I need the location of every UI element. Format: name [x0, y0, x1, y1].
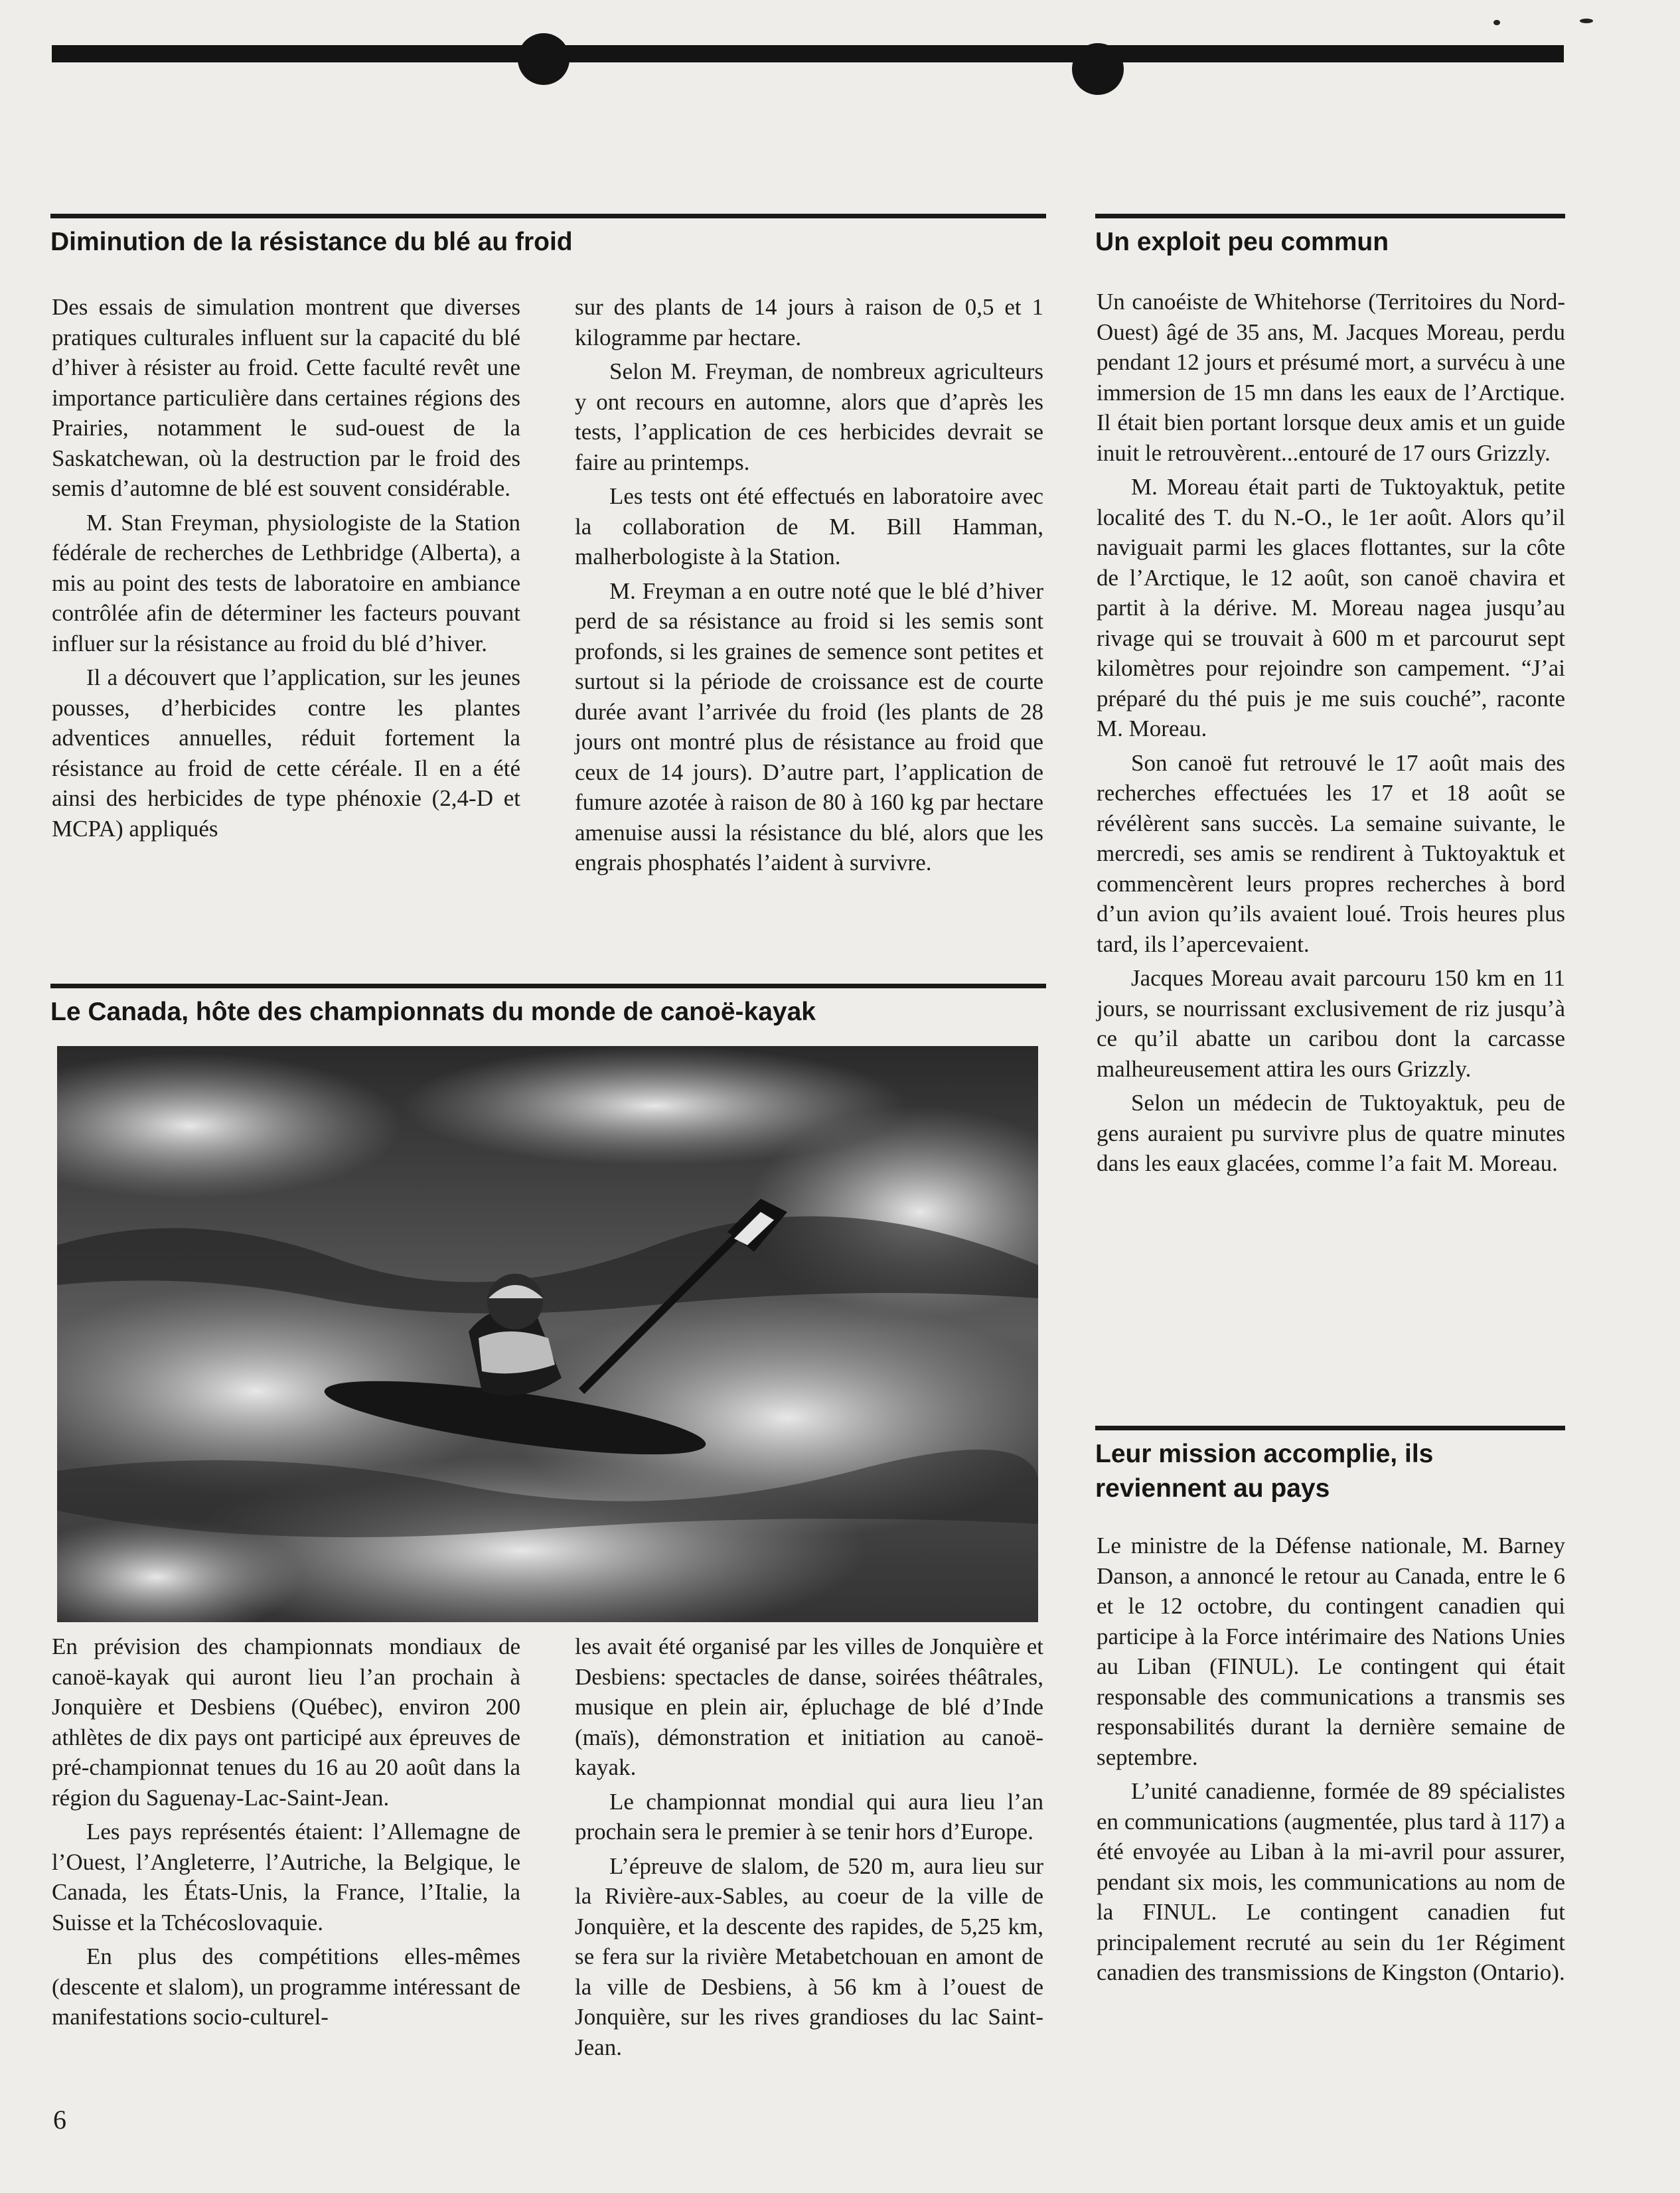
kayak-photo	[57, 1046, 1038, 1622]
header-rule	[52, 45, 1564, 62]
print-speck	[1493, 20, 1500, 25]
article-title: Le Canada, hôte des championnats du monde de canoë-kayak	[50, 998, 816, 1026]
article-rule	[50, 214, 1046, 218]
article-ble-column-1	[52, 292, 520, 848]
paragraph: sur des plants de 14 jours à raison de 0,5 et 1 kilogramme par hectare.	[575, 294, 1043, 350]
paragraph: En plus des compétitions elles-mêmes (descente et slalom), un programme intéressant de manifestations socio-culturel-	[52, 1943, 520, 2030]
page-number: 6	[53, 2105, 66, 2135]
article-ble	[50, 214, 1046, 260]
paragraph: En prévision des championnats mondiaux de canoë-kayak qui auront lieu l’an prochain à Jonquière et Desbiens (Québec), environ 200 athlètes de dix pays ont participé aux épreuves de pré-championnat tenues du 16 au 20 août dans la région du Saguenay-Lac-Saint-Jean.	[52, 1633, 520, 1811]
paragraph: Le ministre de la Défense nationale, M. Barney Danson, a annoncé le retour au Canada, entre le 6 et le 12 octobre, du contingent canadien qui participe à la Force intérimaire des Nations Unies au Liban (FINUL). Le contingent qui était responsable des communications a transmis ses responsabilités durant la dernière semaine de septembre.	[1097, 1533, 1565, 1770]
paragraph: Selon un médecin de Tuktoyaktuk, peu de gens auraient pu survivre plus de quatre minutes dans les eaux glacées, comme l’a fait M. Moreau.	[1097, 1090, 1565, 1176]
article-rule	[1095, 214, 1565, 218]
article-exploit	[1095, 214, 1565, 260]
header-dot	[518, 33, 570, 85]
kayak-photo-illustration	[57, 1046, 1038, 1622]
article-title: Un exploit peu commun	[1095, 228, 1389, 256]
article-rule	[1095, 1426, 1565, 1430]
paragraph: Des essais de simulation montrent que diverses pratiques culturales influent sur la capacité du blé d’hiver à résister au froid. Cette faculté revêt une importance particulière dans certaines régions des Prairies, notamment le sud-ouest de la Saskatchewan, où la destruction par le froid des semis d’automne de blé est souvent considérable.	[52, 294, 520, 501]
article-ble-column-2	[575, 292, 1043, 882]
article-mission	[1095, 1426, 1565, 1506]
article-canoe-column-2	[575, 1631, 1043, 2066]
print-speck	[1580, 19, 1593, 23]
article-exploit-body	[1097, 287, 1565, 1183]
paragraph: les avait été organisé par les villes de Jonquière et Desbiens: spectacles de danse, soirées théâtrales, musique en plein air, épluchage de blé d’Inde (maïs), démonstration et initiation au canoë-kayak.	[575, 1633, 1043, 1780]
paragraph: L’épreuve de slalom, de 520 m, aura lieu sur la Rivière-aux-Sables, au coeur de la ville de Jonquière, et la descente des rapides, de 5,25 km, se fera sur la rivière Metabetchouan en amont de la ville de Desbiens, à 56 km à l’ouest de Jonquière, sur les rives grandioses du lac Saint-Jean.	[575, 1853, 1043, 2060]
paragraph: M. Freyman a en outre noté que le blé d’hiver perd de sa résistance au froid si les semis sont profonds, si les graines de semence sont petites et surtout si la période de croissance est de courte durée avant l’arrivée du froid (les plants de 28 jours ont montré plus de résistance au froid que ceux de 14 jours). D’autre part, l’application de fumure azotée à raison de 80 à 160 kg par hectare amenuise aussi la résistance du blé, alors que les engrais phosphatés l’aident à survivre.	[575, 577, 1043, 875]
article-canoe-column-1	[52, 1631, 520, 2036]
header-dot	[1072, 43, 1124, 95]
paragraph: Jacques Moreau avait parcouru 150 km en 11 jours, se nourrissant exclusivement de riz jusqu’à ce qu’il abatte un caribou dont la carcasse malheureusement attira les ours Grizzly.	[1097, 965, 1565, 1082]
article-canoe	[50, 984, 1046, 1029]
article-rule	[50, 984, 1046, 988]
paragraph: Les tests ont été effectués en laboratoire avec la collaboration de M. Bill Hamman, malherbologiste à la Station.	[575, 483, 1043, 569]
paragraph: Son canoë fut retrouvé le 17 août mais des recherches effectuées les 17 et 18 août se révélèrent sans succès. La semaine suivante, le mercredi, ses amis se rendirent à Tuktoyaktuk et commencèrent leurs propres recherches à bord d’un avion qu’ils avaient loué. Trois heures plus tard, ils l’apercevaient.	[1097, 749, 1565, 957]
paragraph: Selon M. Freyman, de nombreux agriculteurs y ont recours en automne, alors que d’après les tests, l’application de ces herbicides devrait se faire au printemps.	[575, 358, 1043, 475]
article-mission-body	[1097, 1531, 1565, 1992]
article-title: Leur mission accomplie, ils reviennent au pays	[1095, 1440, 1434, 1503]
paragraph: M. Stan Freyman, physiologiste de la Station fédérale de recherches de Lethbridge (Alberta), a mis au point des tests de laboratoire en ambiance contrôlée afin de déterminer les facteurs pouvant influer sur la résistance au froid du blé d’hiver.	[52, 509, 520, 656]
article-title: Diminution de la résistance du blé au froid	[50, 228, 573, 256]
paragraph: Il a découvert que l’application, sur les jeunes pousses, d’herbicides contre les plantes adventices annuelles, réduit fortement la résistance au froid de cette céréale. Il en a été ainsi des herbicides de type phénoxie (2,4-D et MCPA) appliqués	[52, 664, 520, 842]
paragraph: Le championnat mondial qui aura lieu l’an prochain sera le premier à se tenir hors d’Europe.	[575, 1788, 1043, 1845]
paragraph: M. Moreau était parti de Tuktoyaktuk, petite localité des T. du N.-O., le 1er août. Alors qu’il naviguait parmi les glaces flottantes, sur la côte de l’Arctique, le 12 août, son canoë chavira et partit à la dérive. M. Moreau nagea jusqu’au rivage qui se trouvait à 600 m et parcourut sept kilomètres pour rejoindre son campement. “J’ai préparé du thé puis je me suis couché”, raconte M. Moreau.	[1097, 474, 1565, 741]
paragraph: Un canoéiste de Whitehorse (Territoires du Nord-Ouest) âgé de 35 ans, M. Jacques Moreau, perdu pendant 12 jours et présumé mort, a survécu à une immersion de 15 mn dans les eaux de l’Arctique. Il était bien portant lorsque deux amis et un guide inuit le retrouvèrent...entouré de 17 ours Grizzly.	[1097, 289, 1565, 466]
paragraph: Les pays représentés étaient: l’Allemagne de l’Ouest, l’Angleterre, l’Autriche, la Belgique, le Canada, les États-Unis, la France, l’Italie, la Suisse et la Tchécoslovaquie.	[52, 1819, 520, 1935]
paragraph: L’unité canadienne, formée de 89 spécialistes en communications (augmentée, plus tard à 117) a été envoyée au Liban à la mi-avril pour assurer, pendant six mois, les communications au nom de la FINUL. Le contingent canadien fut principalement recruté au sein du 1er Régiment canadien des transmissions de Kingston (Ontario).	[1097, 1778, 1565, 1985]
